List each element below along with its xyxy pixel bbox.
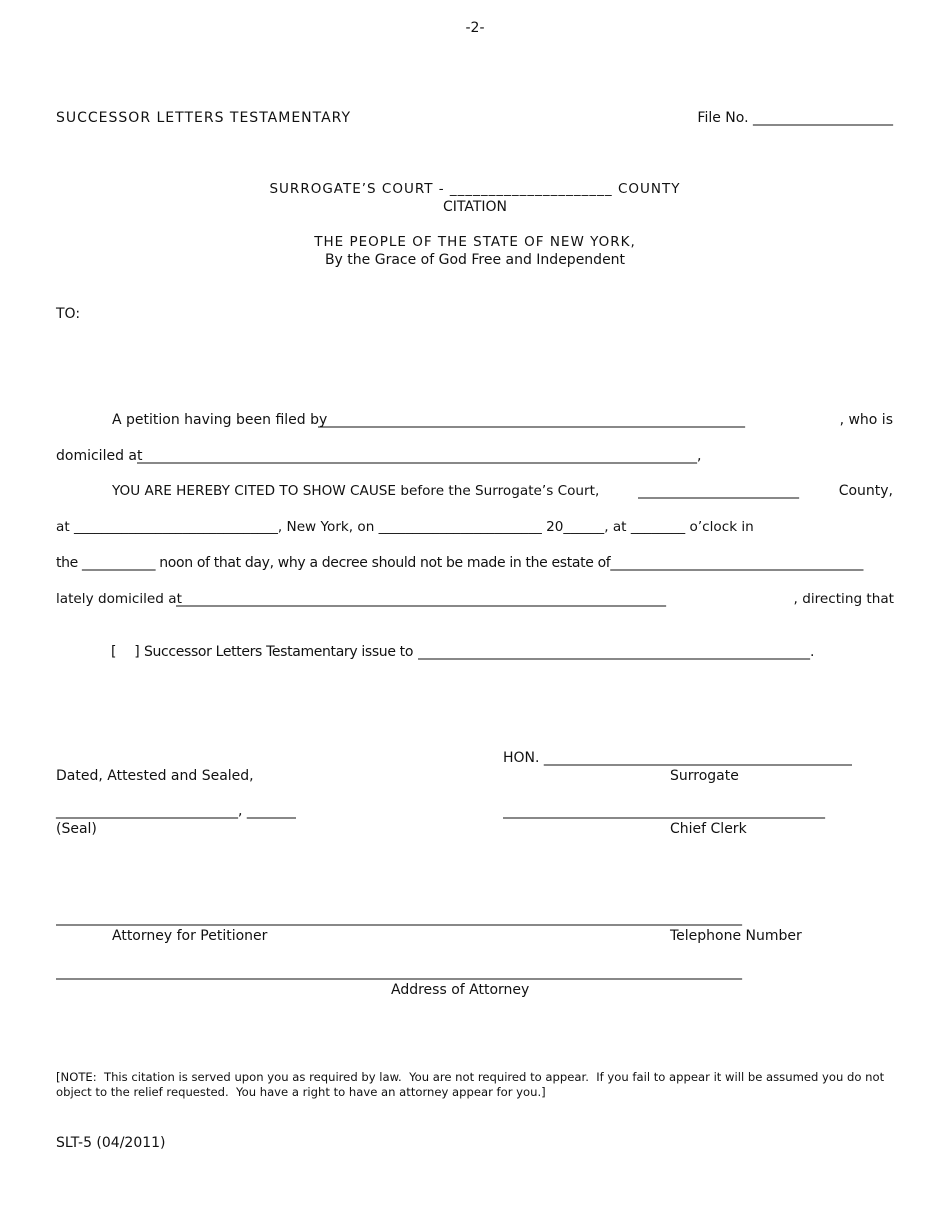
hon-surrogate-field[interactable]: HON. ____________________________________________: [503, 750, 852, 766]
who-is-text: , who is: [839, 412, 893, 428]
cited-to-show-cause-text: YOU ARE HEREBY CITED TO SHOW CAUSE before the Surrogate’s Court,: [112, 483, 600, 499]
attorney-address-field[interactable]: __________________________________________________________________________________________________: [56, 964, 742, 980]
court-county-field[interactable]: _______________________: [638, 483, 799, 499]
chief-clerk-signature-field[interactable]: ______________________________________________: [503, 803, 825, 819]
note-line-2: object to the relief requested. You have a right to have an attorney appear for you.]: [56, 1085, 546, 1099]
dated-attested-label: Dated, Attested and Sealed,: [56, 768, 254, 784]
lately-domiciled-text: lately domiciled at: [56, 591, 182, 607]
form-id: SLT-5 (04/2011): [56, 1135, 166, 1151]
people-of-state-line: THE PEOPLE OF THE STATE OF NEW YORK,: [314, 234, 636, 250]
domiciled-at-text: domiciled at: [56, 448, 143, 464]
court-county-line: SURROGATE’S COURT - _____________________ COUNTY: [269, 181, 681, 197]
telephone-number-label: Telephone Number: [670, 928, 802, 944]
petitioner-domicile-field[interactable]: ________________________________________________________________________________,: [137, 448, 702, 464]
address-of-attorney-label: Address of Attorney: [391, 982, 530, 998]
directing-that-text: , directing that: [793, 591, 894, 607]
successor-letters-checkbox[interactable]: [ ]: [111, 644, 140, 660]
successor-name-field[interactable]: ________________________________________________________.: [418, 644, 815, 660]
attorney-for-petitioner-label: Attorney for Petitioner: [112, 928, 268, 944]
file-number-field[interactable]: File No. ____________________: [697, 110, 893, 126]
surrogate-label: Surrogate: [670, 768, 739, 784]
note-line-1: [NOTE: This citation is served upon you as required by law. You are not required to appear. If you fail to appear it will be assumed you do not: [56, 1070, 885, 1084]
petition-filed-by-text: A petition having been filed by: [112, 412, 328, 428]
seal-label: (Seal): [56, 821, 97, 837]
successor-letters-label: Successor Letters Testamentary issue to: [144, 644, 414, 660]
page-number: -2-: [465, 20, 485, 36]
county-text: County,: [838, 483, 893, 499]
decedent-domicile-field[interactable]: ______________________________________________________________________: [176, 591, 666, 607]
petitioner-name-field[interactable]: _____________________________________________________________: [318, 412, 745, 428]
hearing-location-date-line[interactable]: at ______________________________, New York, on ________________________ 20______, at ________ o’clock in: [56, 519, 754, 535]
date-signature-field[interactable]: __________________________, _______: [56, 803, 296, 819]
attorney-telephone-field[interactable]: __________________________________________________________________________________________________: [56, 910, 742, 926]
to-label: TO:: [56, 306, 81, 322]
citation-title: CITATION: [442, 199, 508, 215]
grace-line: By the Grace of God Free and Independent: [324, 252, 626, 268]
estate-of-line[interactable]: the ___________ noon of that day, why a decree should not be made in the estate of______________________________________: [56, 555, 864, 571]
form-title: SUCCESSOR LETTERS TESTAMENTARY: [56, 110, 352, 126]
chief-clerk-label: Chief Clerk: [670, 821, 747, 837]
